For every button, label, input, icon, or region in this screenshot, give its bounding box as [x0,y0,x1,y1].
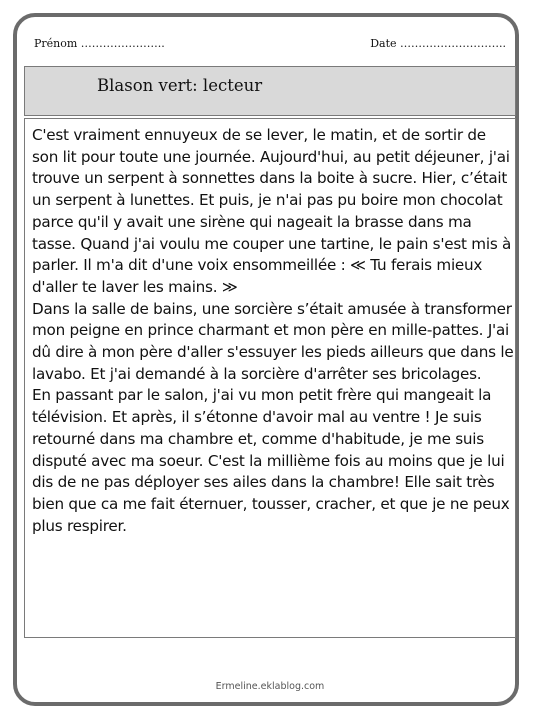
page-title: Blason vert: lecteur [97,76,263,95]
date-field-label: Date ……………………….. [370,37,506,50]
title-band [24,66,516,116]
header-row [34,37,506,55]
story-paragraph-2: Dans la salle de bains, une sorcière s’était amusée à transformer mon peigne en prince charmant et mon père en mille-pattes. J'ai dû dire à mon père d'aller s'essuyer les pieds ailleurs que dans le lavabo. Et j'ai demandé à la sorcière d'arrêter ses bricolages. [32,299,514,383]
prenom-field-label: Prénom ………………….. [34,37,165,50]
story-text [32,125,516,537]
story-paragraph-1: C'est vraiment ennuyeux de se lever, le matin, et de sortir de son lit pour toute une journée. Aujourd'hui, au petit déjeuner, j'ai trouve un serpent à sonnettes dans la boite à sucre. Hier, c’était un serpent à lunettes. Et puis, je n'ai pas pu boire mon chocolat parce qu'il y avait une sirène qui nageait la brasse dans ma tasse. Quand j'ai voulu me couper une tartine, le pain s'est mis à parler. Il m'a dit d'une voix ensommeillée : ≪ Tu ferais mieux d'aller te laver les mains. ≫ [32,126,512,296]
footer-credit: Ermeline.eklablog.com [215,681,325,692]
story-paragraph-3: En passant par le salon, j'ai vu mon petit frère qui mangeait la télévision. Et après, il s’étonne d'avoir mal au ventre ! Je suis retourné dans ma chambre et, comme d'habitude, je me suis disputé avec ma soeur. C'est la millième fois au moins que je lui dis de ne pas déployer ses ailes dans la chambre! Elle sait très bien que ca me fait éternuer, tousser, cracher, et que je ne peux plus respirer. [32,386,510,535]
